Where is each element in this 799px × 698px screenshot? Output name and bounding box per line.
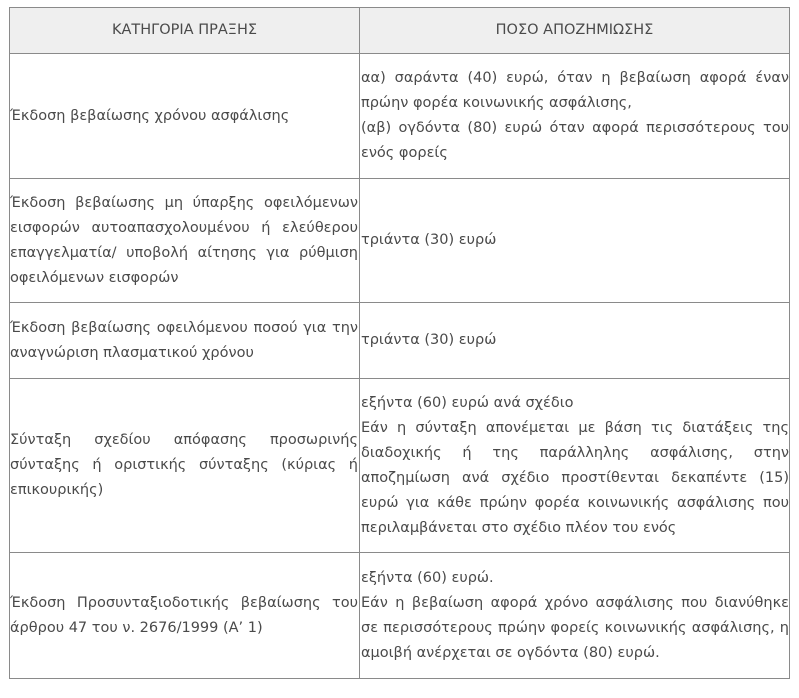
category-cell xyxy=(10,54,360,179)
header-row xyxy=(10,8,790,54)
table-row xyxy=(10,303,790,379)
category-text: Έκδοση βεβαίωσης χρόνου ασφάλισης xyxy=(10,107,290,124)
category-cell xyxy=(10,553,360,679)
fees-table xyxy=(9,7,790,679)
category-cell xyxy=(10,179,360,303)
category-cell xyxy=(10,303,360,379)
header-amount: ΠΟΣΟ ΑΠΟΖΗΜΙΩΣΗΣ xyxy=(360,8,790,54)
amount-text: Εάν η βεβαίωση αφορά χρόνο ασφάλισης που διανύθηκε σε περισσότερους πρώην φορείς κοινωνικής ασφάλισης, η αμοιβή ανέρχεται σε ογδόντα (80) ευρώ. xyxy=(361,594,789,661)
amount-text: αα) σαράντα (40) ευρώ, όταν η βεβαίωση αφορά έναν πρώην φορέα κοινωνικής ασφάλισης, xyxy=(361,70,789,111)
table-row xyxy=(10,553,790,679)
category-text: Έκδοση βεβαίωσης μη ύπαρξης οφειλόμενων εισφορών αυτοαπασχολουμένου ή ελεύθερου επαγγελματία/ υποβολή αίτησης για ρύθμιση οφειλόμενων εισφορών xyxy=(10,194,358,286)
amount-text: εξήντα (60) ευρώ ανά σχέδιο xyxy=(361,394,574,411)
category-cell xyxy=(10,379,360,553)
amount-text: εξήντα (60) ευρώ. xyxy=(361,569,494,586)
amount-cell xyxy=(360,179,790,303)
amount-cell xyxy=(360,303,790,379)
category-text: Έκδοση Προσυνταξιοδοτικής βεβαίωσης του άρθρου 47 του ν. 2676/1999 (Α’ 1) xyxy=(10,594,358,636)
amount-text: τριάντα (30) ευρώ xyxy=(361,332,497,348)
amount-text: (αβ) ογδόντα (80) ευρώ όταν αφορά περισσότερους του ενός φορείς xyxy=(361,120,789,161)
amount-cell xyxy=(360,553,790,679)
table-row xyxy=(10,54,790,179)
category-text: Σύνταξη σχεδίου απόφασης προσωρινής σύνταξης ή οριστικής σύνταξης (κύριας ή επικουρικής) xyxy=(10,432,358,498)
amount-text: Εάν η σύνταξη απονέμεται με βάση τις διατάξεις της διαδοχικής ή της παράλληλης ασφάλισης, στην αποζημίωση ανά σχέδιο προστίθενται δεκαπέντε (15) ευρώ για κάθε πρώην φορέα κοινωνικής ασφάλισης που περιλαμβάνεται στο σχέδιο πλέον του ενός xyxy=(361,419,789,536)
amount-cell xyxy=(360,54,790,179)
header-category: ΚΑΤΗΓΟΡΙΑ ΠΡΑΞΗΣ xyxy=(10,8,360,54)
amount-cell xyxy=(360,379,790,553)
table-row xyxy=(10,379,790,553)
category-text: Έκδοση βεβαίωσης οφειλόμενου ποσού για την αναγνώριση πλασματικού χρόνου xyxy=(10,319,358,361)
amount-text: τριάντα (30) ευρώ xyxy=(361,232,497,248)
table-row xyxy=(10,179,790,303)
